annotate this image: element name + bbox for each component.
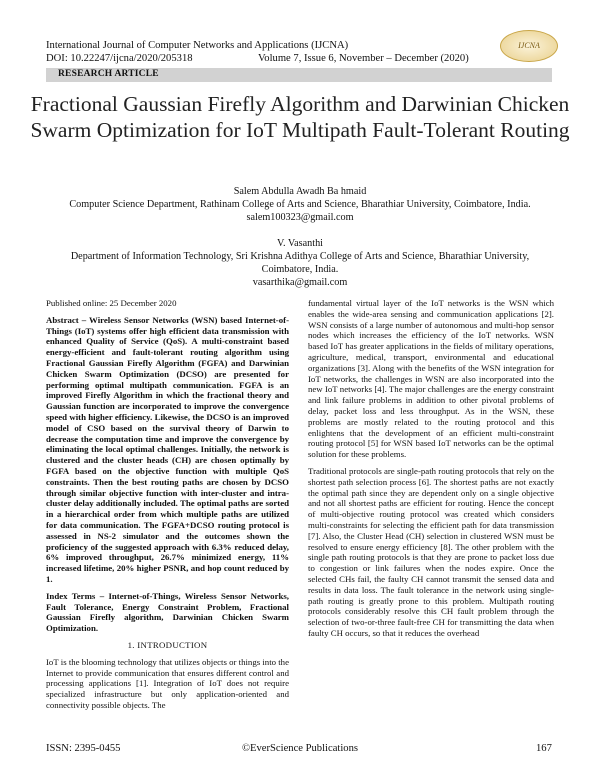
journal-logo <box>500 30 558 62</box>
left-column <box>46 298 289 717</box>
index-terms: Index Terms – Internet-of-Things, Wireless Sensor Networks, Fault Tolerance, Energy Constraint Problem, Fractional Gaussian Firefly algorithm, Darwinian Chicken Swarm Optimization. <box>46 590 289 634</box>
footer-issn: ISSN: 2395-0455 <box>46 743 121 754</box>
abstract: Abstract – Wireless Sensor Networks (WSN) based Internet-of-Things (IoT) systems offer high efficient data transmission with enhanced Quality of Service (QoS). A multi-constraint based energy-efficient and fault-tolerant routing algorithm using Fractional Gaussian Firefly Algorithm (FGFA) and Darwinian Chicken Swarm Optimization (DCSO) are presented for performing optimal multipath communication. FGFA is an improved Firefly Algorithm in which the fractional theory and Gaussian function are incorporated to improve the convergence speed with higher efficiency. Likewise, the DCSO is an improved model of CSO based on the survival theory of Darwin to decrease the computation time and improve the convergence by eliminating the local optimal challenges. Initially, the network is clustered and the cluster heads (CH) are chosen optimally by FGFA based on the objective function with multiple QoS constraints. Then the best routing paths are chosen by DCSO through similar objective function with inter-cluster and intra-cluster delay additionally included. The optimal paths are sorted in a hierarchical order from which multiple paths are utilized for data communication. The FGFA+DCSO routing protocol is assessed in NS-2 simulator and the outcomes shown the proficiency of the suggested approach with 6.3% reduced delay, 6% improved throughput, 26.7% minimized energy, 11% increased lifetime, 20% higher PSNR, and hop count reduced by 1. <box>46 314 289 584</box>
published-date: Published online: 25 December 2020 <box>46 298 177 308</box>
doi: DOI: 10.22247/ijcna/2020/205318 <box>46 53 193 64</box>
author-2-email: vasarthika@gmail.com <box>252 277 348 288</box>
author-2-affiliation: Department of Information Technology, Sri Krishna Adithya College of Arts and Science, Bharathiar University, <box>70 251 530 262</box>
right-paragraph-2: Traditional protocols are single-path routing protocols that rely on the shortest path selection process [6]. The shortest paths are not exactly the optimal path since they are dependent only on a single objective and not all shortest paths are efficient for routing. Hence the concept of multi-objective routing protocol was created which considers multi-constraints for selecting the efficient path for data transmission [7]. Also, the Cluster Head (CH) selection in clustered WSN must be resolved to ensure energy efficiency [8]. The other problem with the single path routing protocols is that they are prone to packet loss due to congestion or link failures when the nodes expire. Once the selected CHs fail, the faulty CH cannot transmit the sensed data and results in data loss. The fault tolerance in the network using single-path routing is greatly prone to this problem. Multipath routing protocols considerably resolve this CH fault problem through the selection of two-or-three fault-free CH for transmitting the data when faulty CH occurs, so that it reduces the overhead <box>308 465 554 638</box>
author-1-name: Salem Abdulla Awadh Ba hmaid <box>233 186 367 197</box>
journal-name: International Journal of Computer Networks and Applications (IJCNA) <box>46 40 349 51</box>
intro-paragraph: IoT is the blooming technology that utilizes objects or things into the Internet to provide communication that ensures different control and processing applications [1]. Integration of IoT does not require specialized infrastructure but only application-oriented and connectivity possible objects. The <box>46 656 289 710</box>
author-1-email: salem100323@gmail.com <box>246 212 354 223</box>
author-2-name: V. Vasanthi <box>276 238 324 249</box>
footer-publisher: ©EverScience Publications <box>241 743 358 754</box>
article-type: RESEARCH ARTICLE <box>58 69 159 79</box>
author-1-affiliation: Computer Science Department, Rathinam College of Arts and Science, Bharathiar University, Coimbatore, India. <box>69 199 531 210</box>
paper-title: Fractional Gaussian Firefly Algorithm and Darwinian Chicken Swarm Optimization for IoT Multipath Fault-Tolerant Routing <box>30 92 570 142</box>
author-2-affiliation-line2: Coimbatore, India. <box>261 264 339 275</box>
page-number: 167 <box>536 743 552 754</box>
right-column <box>308 298 554 645</box>
volume-issue: Volume 7, Issue 6, November – December (2020) <box>258 53 469 64</box>
article-type-band <box>46 68 552 82</box>
right-paragraph-1: fundamental virtual layer of the IoT networks is the WSN which enables the wide-area sensing and communication applications [2]. WSN consists of a large number of autonomous and multi-hop sensor nodes which increases the efficiency of the IoT networks. WSN based IoT has greater applications in the fields of military operations, agriculture, medical, transport, environmental and educational organizations [3]. Along with the benefits of the WSN integration for IoT networks, the challenges in WSN are also incorporated into the new IoT networks [4]. The major challenges are the energy constraint and link failure problems in addition to other pivotal problems of delay, packet loss and less throughput. As in the WSN, these problems are mostly related to the routing protocol and this enlightens that the development of an efficient multi-constraint routing protocol [5] for WSN based IoT networks can be the optimal solution for these problems. <box>308 298 554 460</box>
journal-logo-text: IJCNA <box>518 41 540 50</box>
section-heading: 1. INTRODUCTION <box>127 639 208 650</box>
